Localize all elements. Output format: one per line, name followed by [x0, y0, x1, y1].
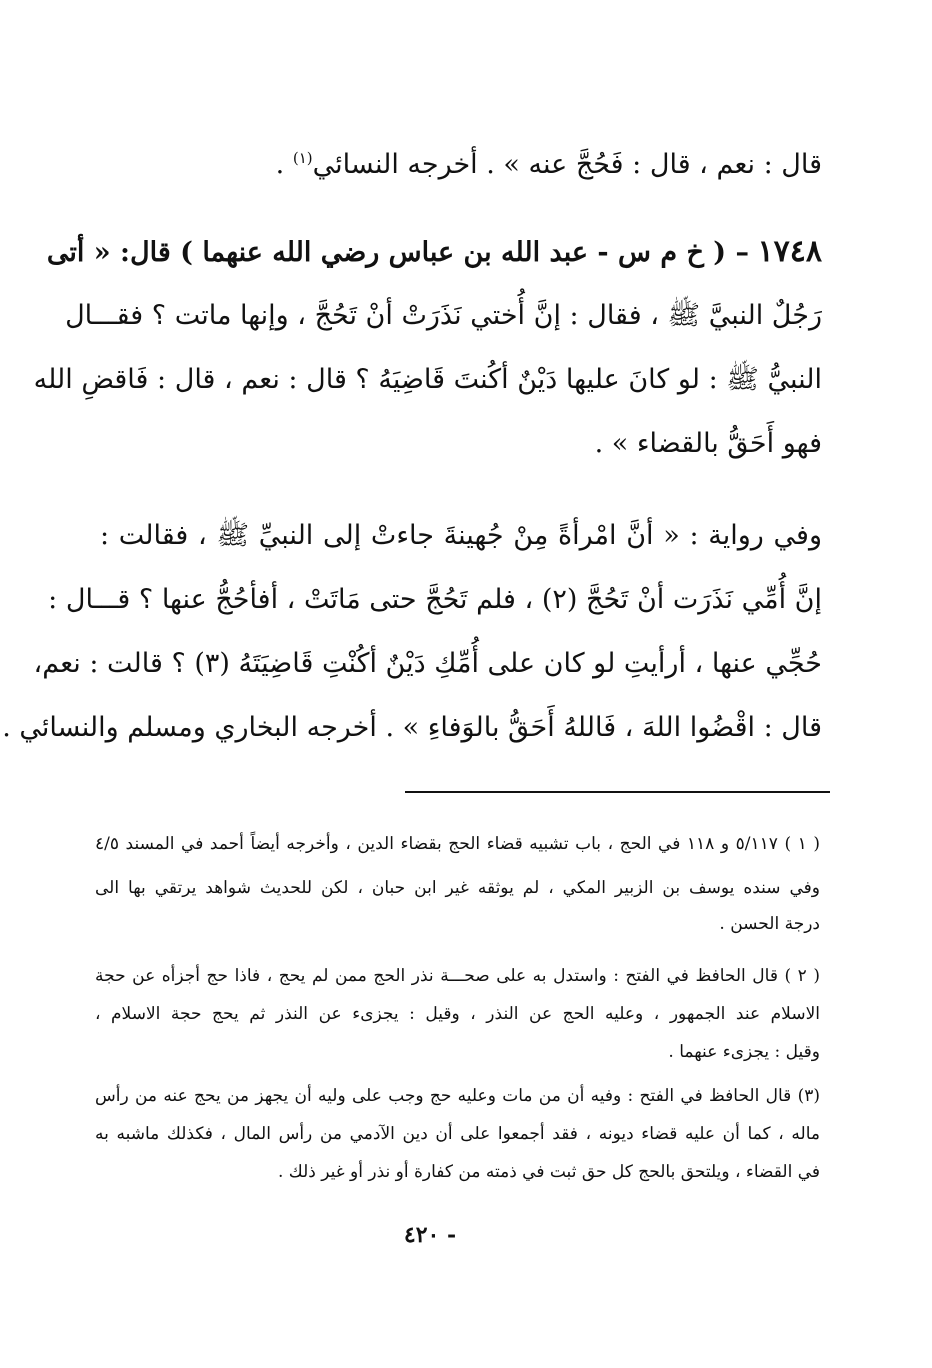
hadith-number: ١٧٤٨ [757, 234, 822, 269]
footnote-ref-1: (١) [292, 149, 313, 167]
footnote-separator [405, 791, 830, 793]
hadith-narrator-line: – ( خ م س - عبد الله بن عباس رضي الله عنهما ) قال: « أتى [46, 237, 749, 268]
page-number: - ٤٢٠ [403, 1222, 457, 1248]
hadith-line: النبيُّ ﷺ : لو كانَ عليها دَيْنٌ أكُنتَ قَاضِيَهُ ؟ قال : نعم ، قال : فَاقضِ الله [33, 364, 822, 395]
hadith-header-line [46, 232, 822, 272]
footnote-3-line: ماله ، كما أن عليه قضاء ديونه ، فقد أجمعوا على أن دين الآدمي من رأس المال ، فكذلك ماشبه به [95, 1124, 820, 1144]
footnote-1-line: درجة الحسن . [719, 914, 820, 934]
riwaya-line: حُجِّي عنها ، أرأيتِ لو كان على أُمِّكِ دَيْنٌ أكُنْتِ قَاضِيَتَهُ (٣) ؟ قالت : نعم، [33, 648, 822, 679]
footnote-1-line: وفي سنده يوسف بن الزبير المكي ، لم يوثقه غير ابن حبان ، لكن للحديث شواهد يرتقي بها الى [95, 878, 820, 898]
riwaya-line: إنَّ أُمِّي نَذَرَت أنْ تَحُجَّ (٢) ، فلم تَحُجَّ حتى مَاتَتْ ، أفأحُجُّ عنها ؟ قـــال : [48, 584, 822, 615]
footnote-3-line: (٣) قال الحافظ في الفتح : وفيه أن من مات وعليه حج وجب على وليه أن يجهز من يحج عنه من رأس [95, 1086, 820, 1106]
footnote-2-line: وقيل : يجزىء عنهما . [668, 1042, 820, 1062]
continuation-text: قال : نعم ، قال : فَحُجَّ عنه » . أخرجه النسائي [312, 149, 822, 180]
footnote-1-line: ( ١ ) ٥/١١٧ و ١١٨ في الحج ، باب تشبيه قضاء الحج بقضاء الدين ، وأخرجه أيضاً أحمد في المسند ٤/٥ [95, 834, 820, 854]
footnote-3-line: في القضاء ، ويلتحق بالحج كل حق ثبت في ذمته من كفارة أو نذر أو غير ذلك . [277, 1162, 820, 1182]
continuation-end: . [275, 149, 293, 180]
hadith-line: فهو أَحَقُّ بالقضاء » . [594, 428, 822, 459]
riwaya-line: وفي رواية : « أنَّ امْرأةً مِنْ جُهينةَ جاءتْ إلى النبيِّ ﷺ ، فقالت : [100, 520, 822, 551]
hadith-line: رَجُلٌ النبيَّ ﷺ ، فقال : إنَّ أُختي نَذَرَتْ أنْ تَحُجَّ ، وإنها ماتت ؟ فقـــال [65, 300, 822, 331]
riwaya-line: قال : اقْضُوا اللهَ ، فَاللهُ أَحَقُّ بالوَفاءِ » . أخرجه البخاري ومسلم والنسائي . [2, 712, 822, 743]
footnote-2-line: الاسلام عند الجمهور ، وعليه الحج عن النذر ، وقيل : يجزىء عن النذر ثم يحج حجة الاسلام ، [95, 1004, 820, 1024]
continuation-line [100, 138, 822, 178]
footnote-2-line: ( ٢ ) قال الحافظ في الفتح : واستدل به على صحـــة نذر الحج ممن لم يحج ، فاذا حج أجزأه عن حجة [95, 966, 820, 986]
